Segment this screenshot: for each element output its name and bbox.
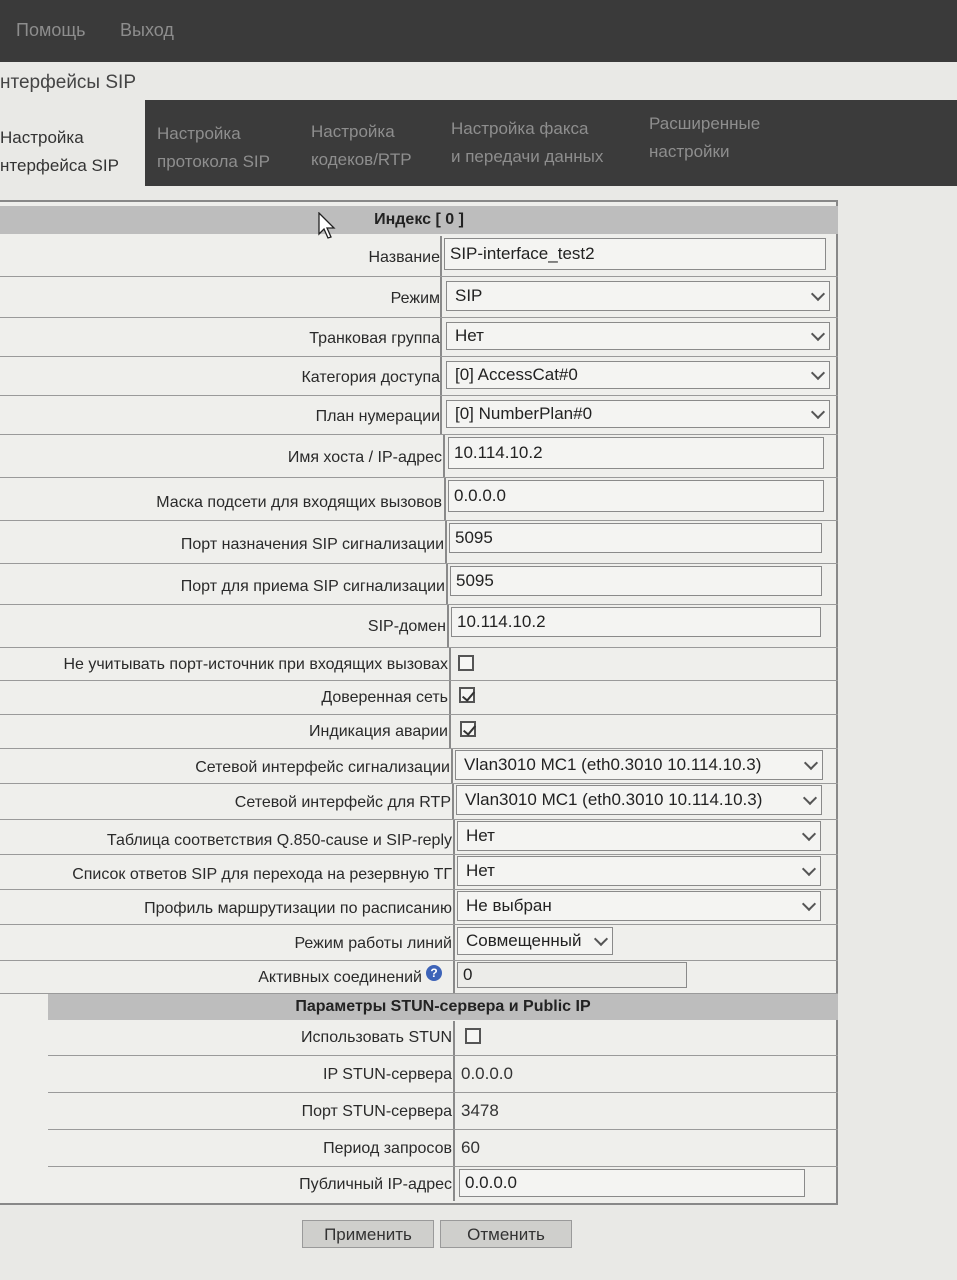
cancel-button[interactable]: Отменить: [440, 1220, 572, 1248]
chevron-down-icon: [802, 897, 816, 911]
recv-port-input[interactable]: 5095: [450, 566, 822, 596]
sig-iface-select[interactable]: Vlan3010 MC1 (eth0.3010 10.114.10.3): [455, 750, 823, 780]
label-host: Имя хоста / IP-адрес: [287, 449, 442, 466]
row-mask: [0, 478, 838, 521]
line-mode-select[interactable]: Совмещенный: [457, 927, 613, 955]
chevron-down-icon: [803, 791, 817, 805]
row-host: [0, 435, 838, 478]
apply-button[interactable]: Применить: [302, 1220, 434, 1248]
label-stun-ip: IP STUN-сервера: [323, 1066, 452, 1083]
dest-port-input[interactable]: 5095: [449, 523, 822, 553]
row-dest-port: [0, 521, 838, 564]
chevron-down-icon: [811, 366, 825, 380]
label-stun-port: Порт STUN-сервера: [301, 1103, 452, 1120]
label-use-stun: Использовать STUN: [301, 1029, 452, 1046]
label-trunk-group: Транковая группа: [309, 330, 440, 347]
schedule-profile-select[interactable]: Не выбран: [457, 891, 821, 921]
trunk-group-select[interactable]: Нет: [446, 322, 830, 350]
index-header: Индекс [ 0 ]: [0, 206, 838, 234]
row-trusted-network: [0, 681, 838, 715]
label-q850-table: Таблица соответствия Q.850-cause и SIP-reply: [106, 832, 452, 849]
label-sig-iface: Сетевой интерфейс сигнализации: [195, 759, 450, 776]
row-sig-iface: [0, 749, 838, 784]
chevron-down-icon: [802, 827, 816, 841]
public-ip-input[interactable]: 0.0.0.0: [459, 1169, 805, 1197]
row-access-category: [0, 357, 838, 396]
label-public-ip: Публичный IP-адрес: [299, 1176, 452, 1193]
row-recv-port: [0, 564, 838, 605]
ignore-src-port-checkbox[interactable]: [458, 655, 474, 671]
label-stun-period: Период запросов: [323, 1140, 452, 1157]
row-trunk-group: [0, 318, 838, 357]
name-input[interactable]: SIP-interface_test2: [444, 238, 826, 270]
chevron-down-icon: [594, 932, 608, 946]
label-mask: Маска подсети для входящих вызовов: [156, 494, 442, 511]
tab-codecs-rtp[interactable]: Настройка кодеков/RTP: [311, 122, 412, 169]
label-name: Название: [368, 249, 440, 266]
label-trusted-network: Доверенная сеть: [321, 689, 448, 706]
row-stun-port: [48, 1093, 838, 1130]
label-alarm-indication: Индикация аварии: [309, 723, 448, 740]
row-sip-domain: [0, 605, 838, 648]
row-q850-table: [0, 820, 838, 855]
tab-sip-interface[interactable]: Настройка нтерфейса SIP: [0, 114, 145, 186]
sip-domain-input[interactable]: 10.114.10.2: [451, 607, 821, 637]
use-stun-checkbox[interactable]: [465, 1028, 481, 1044]
row-name: [0, 236, 838, 277]
mouse-cursor-icon: [318, 212, 336, 240]
label-mode: Режим: [390, 290, 440, 307]
mask-input[interactable]: 0.0.0.0: [448, 480, 824, 512]
exit-link[interactable]: Выход: [120, 20, 174, 40]
row-active-conn: [0, 961, 838, 994]
label-sip-domain: SIP-домен: [367, 618, 446, 635]
row-numbering-plan: [0, 396, 838, 435]
active-conn-field: 0: [457, 962, 687, 988]
tab-fax-data[interactable]: Настройка факса и передачи данных: [451, 119, 604, 166]
stun-period-value: 60: [461, 1138, 480, 1157]
stun-port-value: 3478: [461, 1101, 499, 1120]
row-backup-tg: [0, 855, 838, 890]
chevron-down-icon: [811, 405, 825, 419]
rtp-iface-select[interactable]: Vlan3010 MC1 (eth0.3010 10.114.10.3): [456, 785, 822, 815]
row-stun-period: [48, 1130, 838, 1167]
check-icon: [463, 722, 476, 736]
row-public-ip: [48, 1167, 838, 1201]
check-icon: [462, 688, 475, 702]
mode-select[interactable]: SIP: [446, 281, 830, 311]
stun-header: Параметры STUN-сервера и Public IP: [48, 994, 838, 1020]
chevron-down-icon: [802, 862, 816, 876]
chevron-down-icon: [804, 756, 818, 770]
settings-form: [0, 200, 838, 1205]
help-link[interactable]: Помощь: [16, 20, 86, 40]
row-rtp-iface: [0, 784, 838, 820]
chevron-down-icon: [811, 287, 825, 301]
row-stun-ip: [48, 1056, 838, 1093]
label-rtp-iface: Сетевой интерфейс для RTP: [234, 794, 451, 811]
q850-table-select[interactable]: Нет: [457, 821, 821, 851]
label-backup-tg: Список ответов SIP для перехода на резервную ТГ: [72, 866, 452, 883]
row-use-stun: [48, 1021, 838, 1056]
help-icon[interactable]: ?: [426, 965, 442, 981]
stun-ip-value: 0.0.0.0: [461, 1064, 513, 1083]
chevron-down-icon: [811, 327, 825, 341]
row-schedule-profile: [0, 890, 838, 925]
tab-sip-protocol[interactable]: Настройка протокола SIP: [157, 124, 270, 171]
label-active-conn: Активных соединений: [258, 969, 422, 986]
backup-tg-select[interactable]: Нет: [457, 856, 821, 886]
page-title: нтерфейсы SIP: [0, 72, 136, 93]
label-schedule-profile: Профиль маршрутизации по расписанию: [144, 900, 452, 917]
host-input[interactable]: 10.114.10.2: [448, 437, 824, 469]
label-recv-port: Порт для приема SIP сигнализации: [180, 578, 445, 595]
label-numbering-plan: План нумерации: [315, 408, 440, 425]
label-line-mode: Режим работы линий: [294, 935, 452, 952]
label-ignore-src-port: Не учитывать порт-источник при входящих вызовах: [63, 656, 448, 673]
access-category-select[interactable]: [0] AccessCat#0: [446, 361, 830, 389]
numbering-plan-select[interactable]: [0] NumberPlan#0: [446, 400, 830, 428]
top-bar: [0, 0, 957, 62]
label-access-category: Категория доступа: [301, 369, 440, 386]
row-line-mode: [0, 925, 838, 961]
row-mode: [0, 277, 838, 318]
row-alarm-indication: [0, 715, 838, 749]
trusted-network-checkbox[interactable]: [459, 687, 475, 703]
row-ignore-src-port: [0, 648, 838, 681]
alarm-indication-checkbox[interactable]: [460, 721, 476, 737]
label-dest-port: Порт назначения SIP сигнализации: [180, 536, 444, 553]
tab-advanced[interactable]: Расширенные настройки: [649, 114, 761, 161]
